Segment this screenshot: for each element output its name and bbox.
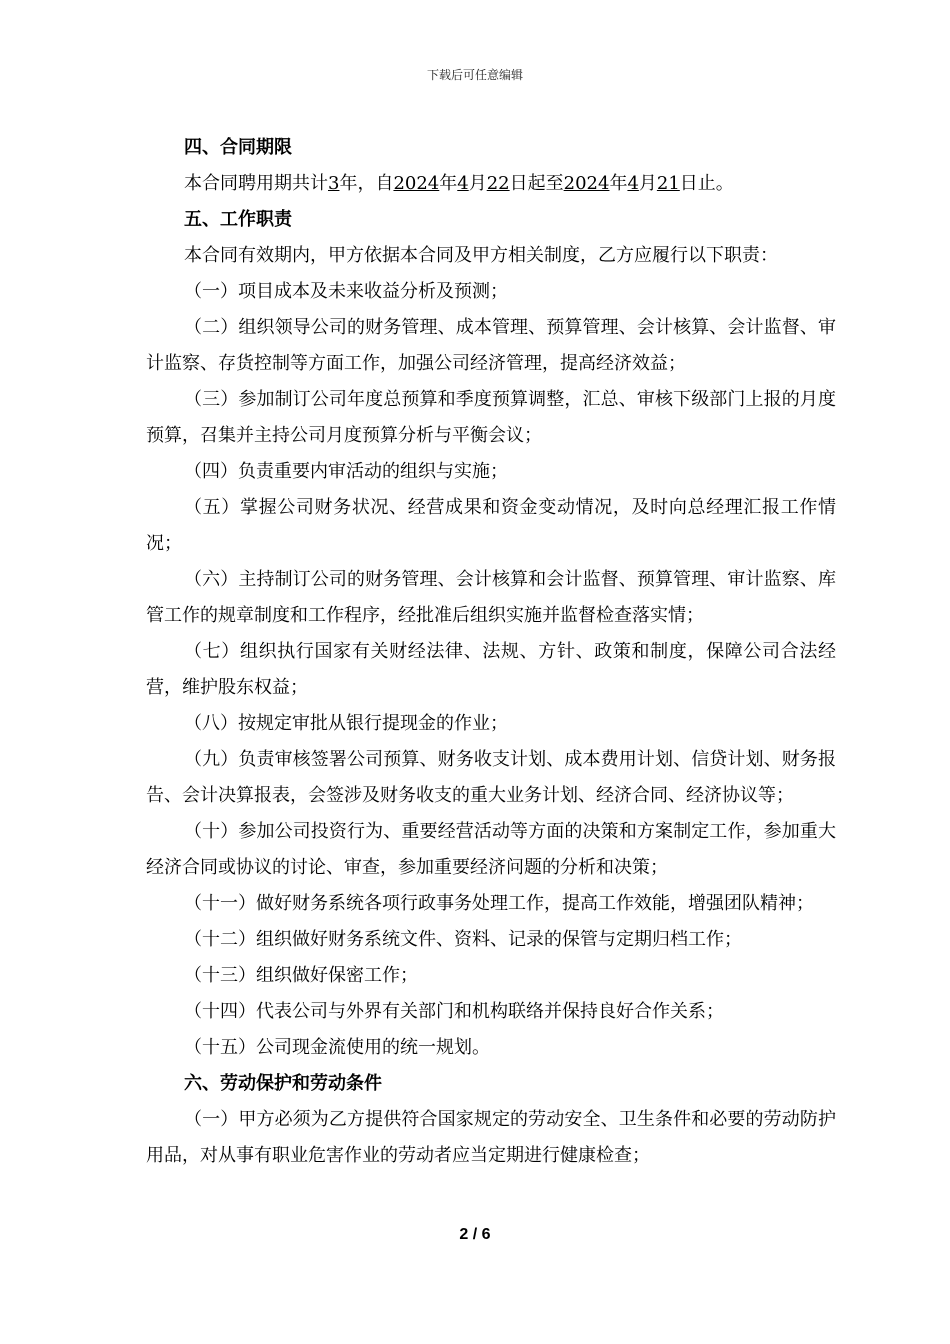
list-item: （十四）代表公司与外界有关部门和机构联络并保持良好合作关系；: [184, 1001, 724, 1022]
list-item: （十一）做好财务系统各项行政事务处理工作，提高工作效能，增强团队精神；: [184, 893, 814, 914]
page-header: 下载后可任意编辑: [426, 68, 523, 82]
list-item: （十五）公司现金流使用的统一规划。: [184, 1037, 490, 1058]
document-body: [146, 130, 836, 1174]
list-item: （五）掌握公司财务状况、经营成果和资金变动情况，及时向总经理汇报工作情况；: [146, 497, 836, 554]
list-item: （一）项目成本及未来收益分析及预测；: [184, 281, 508, 302]
section-heading-protection: 六、劳动保护和劳动条件: [184, 1073, 382, 1094]
section-heading-duties: 五、工作职责: [184, 209, 292, 230]
list-item: （四）负责重要内审活动的组织与实施；: [184, 461, 508, 482]
list-item: （三）参加制订公司年度总预算和季度预算调整，汇总、审核下级部门上报的月度预算，召集并主持公司月度预算分析与平衡会议；: [146, 389, 836, 446]
list-item: （一）甲方必须为乙方提供符合国家规定的劳动安全、卫生条件和必要的劳动防护用品，对从事有职业危害作业的劳动者应当定期进行健康检查；: [146, 1109, 836, 1166]
duties-intro: 本合同有效期内，甲方依据本合同及甲方相关制度，乙方应履行以下职责：: [184, 245, 778, 266]
list-item: （七）组织执行国家有关财经法律、法规、方针、政策和制度，保障公司合法经营，维护股东权益；: [146, 641, 836, 698]
list-item: （九）负责审核签署公司预算、财务收支计划、成本费用计划、信贷计划、财务报告、会计决算报表，会签涉及财务收支的重大业务计划、经济合同、经济协议等；: [146, 749, 836, 806]
page-number: 2 / 6: [459, 1226, 491, 1243]
list-item: （十）参加公司投资行为、重要经营活动等方面的决策和方案制定工作，参加重大经济合同或协议的讨论、审查，参加重要经济问题的分析和决策；: [146, 821, 836, 878]
list-item: （八）按规定审批从银行提现金的作业；: [184, 713, 508, 734]
list-item: （十三）组织做好保密工作；: [184, 965, 418, 986]
list-item: （二）组织领导公司的财务管理、成本管理、预算管理、会计核算、会计监督、审计监察、存货控制等方面工作，加强公司经济管理，提高经济效益；: [146, 317, 836, 374]
list-item: （六）主持制订公司的财务管理、会计核算和会计监督、预算管理、审计监察、库管工作的规章制度和工作程序，经批准后组织实施并监督检查落实情；: [146, 569, 836, 626]
term-paragraph: 本合同聘用期共计3年，自2024年4月22日起至2024年4月21日止。: [184, 173, 734, 194]
section-heading-term: 四、合同期限: [184, 137, 292, 158]
list-item: （十二）组织做好财务系统文件、资料、记录的保管与定期归档工作；: [184, 929, 742, 950]
